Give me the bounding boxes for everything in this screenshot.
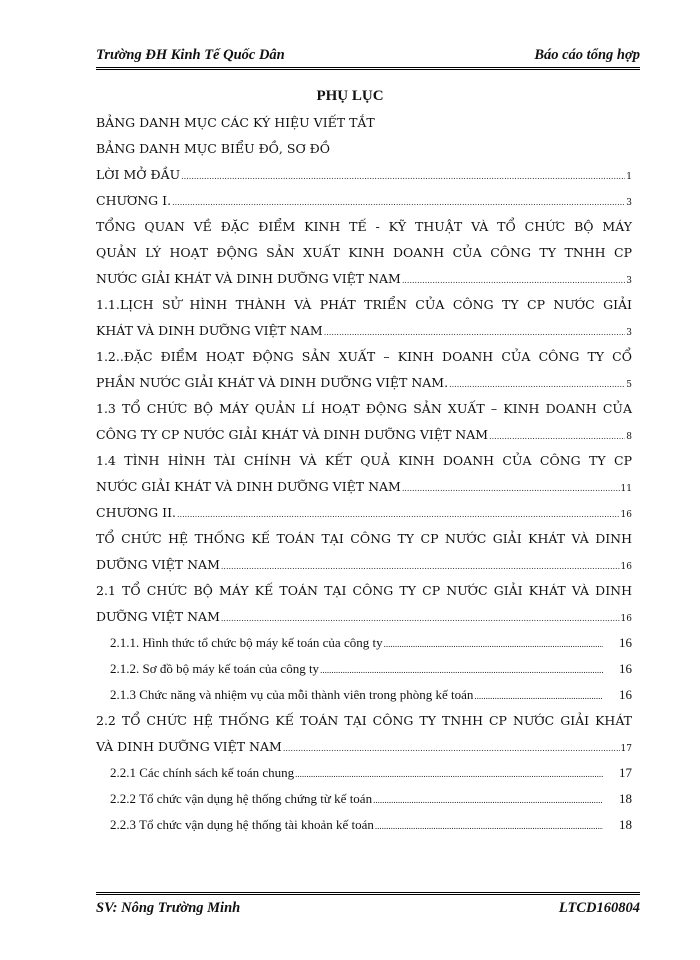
- toc-entry-2-1-line2: [96, 604, 632, 630]
- toc-entry-organization-line2: [96, 552, 632, 578]
- dot-leader: [320, 657, 603, 683]
- toc-entry-text: 2.2.3 Tổ chức vận dụng hệ thống tài khoản kế toán: [110, 817, 374, 832]
- toc-page-number: 5: [626, 380, 632, 390]
- toc-entry-organization-line1: TỔ CHỨC HỆ THỐNG KẾ TOÁN TẠI CÔNG TY CP NƯỚC GIẢI KHÁT VÀ DINH: [96, 531, 632, 546]
- toc-entry-chapter-2: [96, 500, 632, 526]
- toc-entry-overview-line1: TỔNG QUAN VỀ ĐẶC ĐIỂM KINH TẾ - KỸ THUẬT VÀ TỔ CHỨC BỘ MÁY: [96, 219, 632, 234]
- toc-entry-1-2-line1: 1.2..ĐẶC ĐIỂM HOẠT ĐỘNG SẢN XUẤT – KINH DOANH CỦA CÔNG TY CỔ: [96, 349, 632, 364]
- toc-page-number: 16: [620, 562, 632, 572]
- toc-entry-text: NƯỚC GIẢI KHÁT VÀ DINH DƯỠNG VIỆT NAM: [96, 479, 401, 494]
- toc-entry-text: CHƯƠNG I.: [96, 193, 172, 208]
- dot-leader: [402, 268, 625, 294]
- toc-entry-2-2-3: [96, 812, 632, 838]
- toc-entry-overview-line2: QUẢN LÝ HOẠT ĐỘNG SẢN XUẤT KINH DOANH CỦA CÔNG TY TNHH CP: [96, 245, 632, 260]
- dot-leader: [324, 320, 626, 346]
- toc-entry-1-4-line2: [96, 474, 632, 500]
- toc-entry-text: VÀ DINH DƯỠNG VIỆT NAM: [96, 739, 282, 754]
- dot-leader: [375, 813, 603, 839]
- toc-entry-text: 2.1.2. Sơ đồ bộ máy kế toán của công ty: [110, 661, 320, 676]
- toc-page-number: 17: [620, 744, 632, 754]
- dot-leader: [295, 761, 603, 787]
- toc-entry-text: CHƯƠNG II.: [96, 505, 176, 520]
- toc-entry-1-3-line1: 1.3 TỔ CHỨC BỘ MÁY QUẢN LÍ HOẠT ĐỘNG SẢN XUẤT – KINH DOANH CỦA: [96, 401, 632, 416]
- toc-entry-text: 2.1.3 Chức năng và nhiệm vụ của mỗi thành viên trong phòng kế toán: [110, 687, 474, 702]
- dot-leader: [489, 424, 625, 450]
- toc-page-number: 16: [619, 661, 632, 676]
- dot-leader: [402, 476, 620, 502]
- toc-page-number: 17: [619, 765, 632, 780]
- toc-entry-2-2-1: [96, 760, 632, 786]
- toc-page-number: 16: [619, 635, 632, 650]
- footer-student-name: SV: Nông Trường Minh: [96, 900, 241, 916]
- toc-entry-2-1-2: [96, 656, 632, 682]
- toc-entry-2-2-line1: 2.2 TỔ CHỨC HỆ THỐNG KẾ TOÁN TẠI CÔNG TY TNHH CP NƯỚC GIẢI KHÁT: [96, 713, 632, 728]
- toc-entry-charts: BẢNG DANH MỤC BIỂU ĐỒ, SƠ ĐỒ: [96, 141, 331, 156]
- dot-leader: [181, 164, 625, 190]
- toc-entry-1-1-line1: 1.1.LỊCH SỬ HÌNH THÀNH VÀ PHÁT TRIỂN CỦA CÔNG TY CP NƯỚC GIẢI: [96, 297, 632, 312]
- toc-entry-2-1-line1: 2.1 TỔ CHỨC BỘ MÁY KẾ TOÁN TẠI CÔNG TY CP NƯỚC GIẢI KHÁT VÀ DINH: [96, 583, 632, 598]
- toc-entry-text: 2.2.2 Tổ chức vận dụng hệ thống chứng từ kế toán: [110, 791, 373, 806]
- header-school: Trường ĐH Kinh Tế Quốc Dân: [96, 47, 285, 63]
- table-of-contents: [96, 110, 632, 838]
- toc-entry-1-4-line1: 1.4 TÌNH HÌNH TÀI CHÍNH VÀ KẾT QUẢ KINH DOANH CỦA CÔNG TY CP: [96, 453, 632, 468]
- dot-leader: [221, 554, 620, 580]
- toc-entry-2-1-3: [96, 682, 632, 708]
- header-rule: [96, 67, 640, 70]
- toc-page-number: 16: [620, 614, 632, 624]
- toc-page-number: 16: [619, 687, 632, 702]
- toc-page-number: 16: [620, 510, 632, 520]
- dot-leader: [384, 631, 603, 657]
- toc-entry-text: KHÁT VÀ DINH DƯỠNG VIỆT NAM: [96, 323, 323, 338]
- dot-leader: [373, 787, 603, 813]
- toc-entry-text: 2.2.1 Các chính sách kế toán chung: [110, 765, 295, 780]
- toc-entry-overview-line3: [96, 266, 632, 292]
- footer-rule: [96, 892, 640, 895]
- toc-entry-text: LỜI MỞ ĐẦU: [96, 167, 181, 182]
- toc-entry-chapter-1: [96, 188, 632, 214]
- toc-page-number: 3: [626, 328, 632, 338]
- toc-page-number: 18: [619, 791, 632, 806]
- toc-entry-text: DƯỠNG VIỆT NAM: [96, 557, 220, 572]
- toc-entry-text: 2.1.1. Hình thức tổ chức bộ máy kế toán của công ty: [110, 635, 383, 650]
- dot-leader: [474, 683, 603, 709]
- toc-entry-text: NƯỚC GIẢI KHÁT VÀ DINH DƯỠNG VIỆT NAM: [96, 271, 401, 286]
- toc-entry-2-2-line2: [96, 734, 632, 760]
- toc-page-number: 18: [619, 817, 632, 832]
- dot-leader: [172, 190, 625, 216]
- toc-entry-text: CÔNG TY CP NƯỚC GIẢI KHÁT VÀ DINH DƯỠNG VIỆT NAM: [96, 427, 489, 442]
- toc-entry-1-1-line2: [96, 318, 632, 344]
- toc-entry-abbreviations: BẢNG DANH MỤC CÁC KÝ HIỆU VIẾT TẮT: [96, 115, 375, 130]
- toc-page-number: 3: [626, 276, 632, 286]
- dot-leader: [221, 606, 620, 632]
- toc-page-number: 11: [620, 484, 632, 494]
- dot-leader: [449, 372, 625, 398]
- page-title: PHỤ LỤC: [316, 88, 384, 104]
- toc-entry-1-2-line2: [96, 370, 632, 396]
- toc-entry-2-2-2: [96, 786, 632, 812]
- toc-entry-text: PHẦN NƯỚC GIẢI KHÁT VÀ DINH DƯỠNG VIỆT NAM.: [96, 375, 449, 390]
- page-header: [96, 40, 640, 70]
- toc-entry-2-1-1: [96, 630, 632, 656]
- toc-page-number: 1: [626, 172, 632, 182]
- toc-entry-text: DƯỠNG VIỆT NAM: [96, 609, 220, 624]
- toc-page-number: 3: [626, 198, 632, 208]
- toc-entry-introduction: [96, 162, 632, 188]
- footer-class-code: LTCD160804: [558, 900, 640, 916]
- toc-entry-1-3-line2: [96, 422, 632, 448]
- header-report-type: Báo cáo tổng hợp: [534, 47, 640, 63]
- page-footer: [96, 892, 640, 922]
- dot-leader: [177, 502, 620, 528]
- toc-page-number: 8: [626, 432, 632, 442]
- dot-leader: [283, 736, 620, 762]
